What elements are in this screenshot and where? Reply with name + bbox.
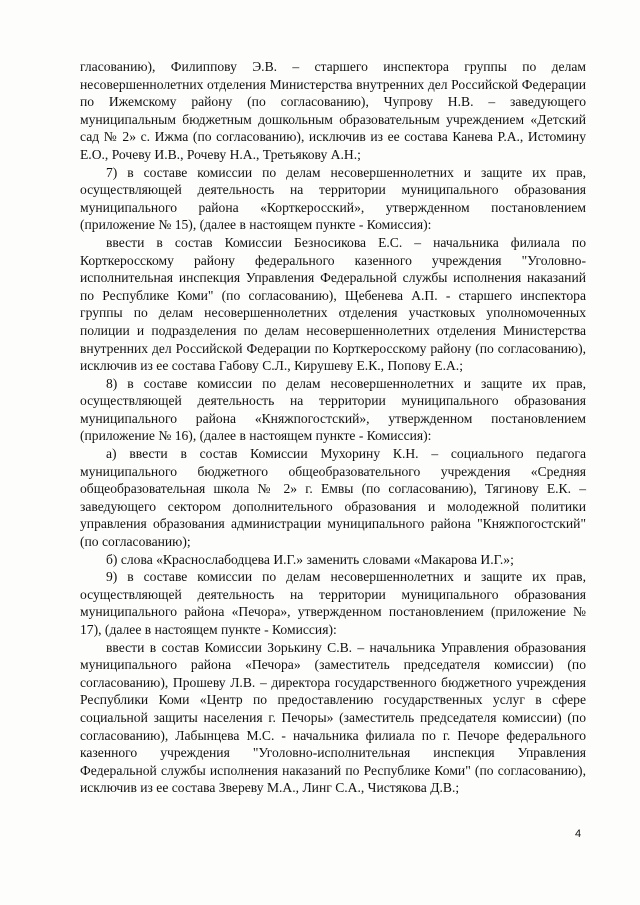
paragraph-item-9: 9) в составе комиссии по делам несовершеннолетних и защите их прав, осуществляющей деятельность на территории муниципального образования муниципального района «Печора», утвержденном постановлением (приложение № 17), (далее в настоящем пункте - Комиссия): bbox=[80, 569, 586, 637]
paragraph-item-7-changes: ввести в состав Комиссии Безносикова Е.С. – начальника филиала по Корткеросскому району федерального казенного учреждения "Уголовно-исполнительная инспекция Управления Федеральной службы исполнения наказаний по Республике Коми" (по согласованию), Щебенева А.П. - старшего инспектора группы по делам несовершеннолетних отделения участковых уполномоченных полиции и подразделения по делам несовершеннолетних отделения Министерства внутренних дел Российской Федерации по Корткеросскому району (по согласованию), исключив из ее состава Габову С.Л., Кирушеву Е.К., Попову Е.А.; bbox=[80, 234, 586, 374]
paragraph-item-7: 7) в составе комиссии по делам несовершеннолетних и защите их прав, осуществляющей деятельность на территории муниципального образования муниципального района «Корткеросский», утвержденном постановлением (приложение № 15), (далее в настоящем пункте - Комиссия): bbox=[80, 164, 586, 233]
paragraph-item-8b: б) слова «Краснослабодцева И.Г.» заменить словами «Макарова И.Г.»; bbox=[106, 551, 514, 567]
paragraph-item-8: 8) в составе комиссии по делам несовершеннолетних и защите их прав, осуществляющей деятельность на территории муниципального образования муниципального района «Княжпогостский», утвержденном постановлением (приложение № 16), (далее в настоящем пункте - Комиссия): bbox=[80, 375, 586, 444]
paragraph-item-9-changes: ввести в состав Комиссии Зорькину С.В. – начальника Управления образования муниципального района «Печора» (заместитель председателя комиссии) (по согласованию), Прошеву Л.В. – директора государственного бюджетного учреждения Республики Коми «Центр по предоставлению государственных услуг в сфере социальной защиты населения г. Печоры» (заместитель председателя комиссии) (по согласованию), Лабынцева М.С. - начальника филиала по г. Печоре федерального казенного учреждения "Уголовно-исполнительная инспекция Управления Федеральной службы исполнения наказаний по Республике Коми" (по согласованию), исключив из ее состава Звереву М.А., Линг С.А., Чистякова Д.В.; bbox=[80, 639, 586, 796]
paragraph-item-8a: а) ввести в состав Комиссии Мухорину К.Н. – социального педагога муниципального бюджетного общеобразовательного учреждения «Средняя общеобразовательная школа № 2» г. Емвы (по согласованию), Тягинову Е.К. – заведующего сектором дополнительного образования и молодежной политики управления образования администрации муниципального района "Княжпогостский" (по согласованию); bbox=[80, 446, 586, 550]
document-body bbox=[80, 58, 586, 797]
page-number: 4 bbox=[575, 828, 582, 840]
paragraph-continuation: гласованию), Филиппову Э.В. – старшего инспектора группы по делам несовершеннолетних отделения Министерства внутренних дел Российской Федерации по Ижемскому району (по согласованию), Чупрову Н.В. – заведующего муниципальным бюджетным дошкольным образовательным учреждением «Детский сад № 2» с. Ижма (по согласованию), исключив из ее состава Канева Р.А., Истомину Е.О., Рочеву И.В., Рочеву Н.А., Третьякову А.Н.; bbox=[80, 59, 586, 162]
